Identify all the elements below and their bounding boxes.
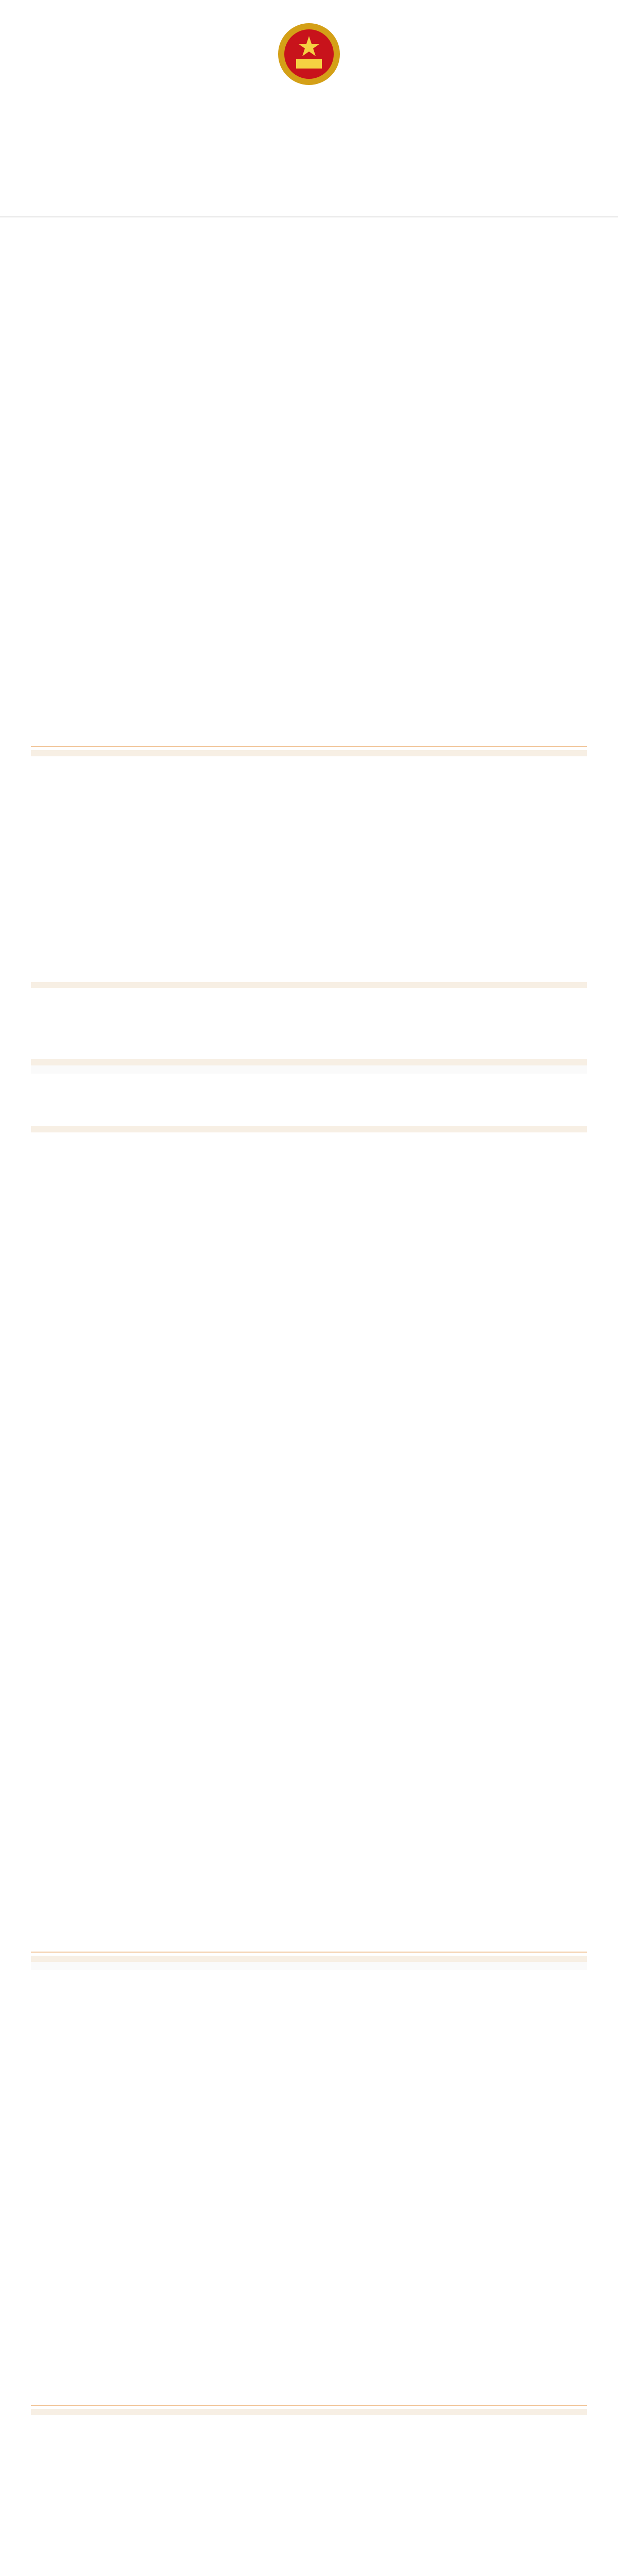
national-emblem-icon [276,21,342,88]
annual-basic-grid [31,2415,587,2420]
annual-basic-right [309,2415,587,2420]
change-title [31,1059,587,1065]
enterprise-name-row [131,438,237,454]
shareholder-section [31,979,587,988]
annual-basic-title [31,2409,587,2415]
annual-title [31,2401,587,2406]
change-empty [31,1065,587,1074]
contrib-title [31,1956,587,1962]
members-title [31,1126,587,1132]
report-header [0,0,618,216]
registration-grid [31,756,587,761]
gov-section [31,742,587,761]
shareholder-title [31,982,587,988]
members-section [31,1123,587,1132]
annual-basic-left [31,2415,309,2420]
ent-section [31,1947,587,1970]
annual-section [31,2401,587,2420]
change-section [31,1056,587,1074]
registration-right [309,756,587,761]
gov-section-title [31,742,587,747]
registration-left [31,756,309,761]
report-time-row [131,464,237,480]
contrib-empty [31,1962,587,1970]
ent-section-title [31,1947,587,1953]
registration-title [31,750,587,756]
header-divider [0,216,618,217]
